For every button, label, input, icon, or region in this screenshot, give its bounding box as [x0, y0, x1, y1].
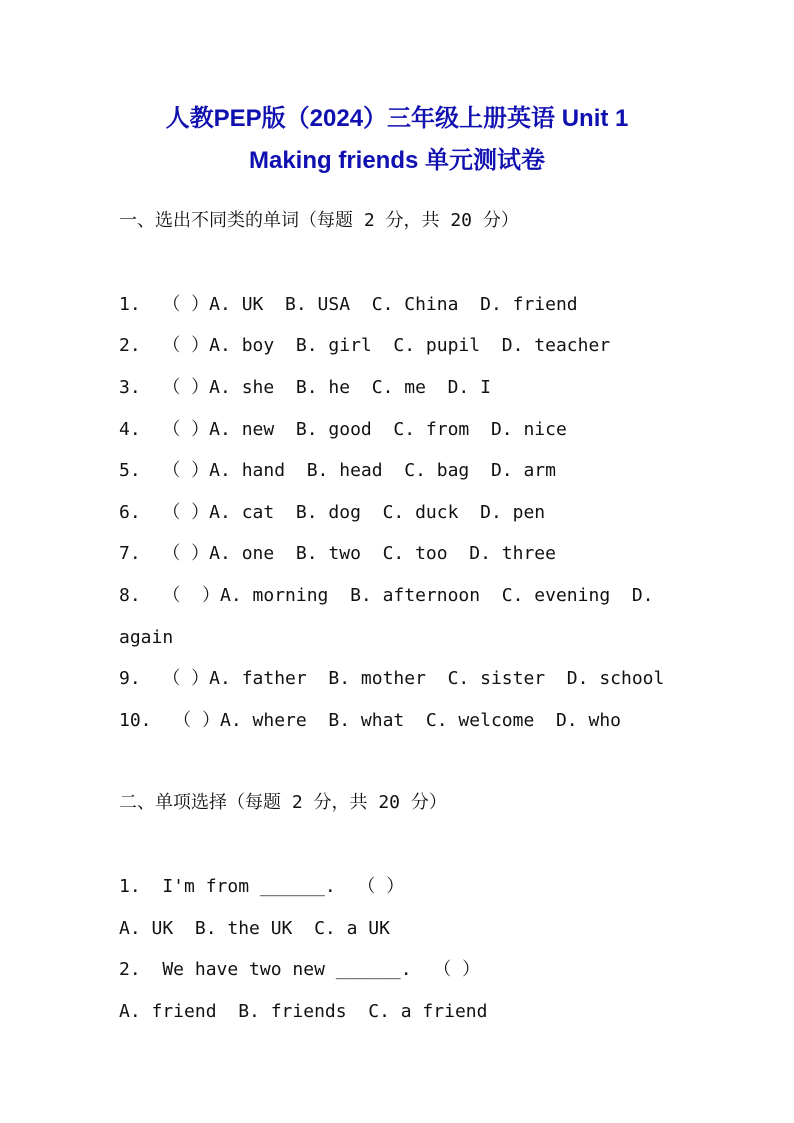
question-stem: 1. I'm from ______. （ ）	[119, 876, 405, 897]
question-stem: 2. We have two new ______. （ ）	[119, 959, 481, 980]
question-options: A. friend B. friends C. a friend	[119, 1001, 488, 1022]
document-title-line2: Making friends 单元测试卷	[248, 147, 546, 174]
document-title-line1: 人教PEP版（2024）三年级上册英语 Unit 1	[165, 105, 629, 132]
question-options: A. UK B. the UK C. a UK	[119, 918, 390, 939]
section2-heading: 二、单项选择（每题 2 分，共 20 分）	[119, 792, 447, 813]
question-item: 5. （ ）A. hand B. head C. bag D. arm	[119, 460, 556, 481]
question-item-continuation: again	[119, 627, 174, 648]
question-item: 4. （ ）A. new B. good C. from D. nice	[119, 419, 567, 440]
question-item: 6. （ ）A. cat B. dog C. duck D. pen	[119, 502, 546, 523]
question-item: 1. （ ）A. UK B. USA C. China D. friend	[119, 294, 578, 315]
section1-heading: 一、选出不同类的单词（每题 2 分，共 20 分）	[119, 210, 519, 231]
question-item: 7. （ ）A. one B. two C. too D. three	[119, 543, 556, 564]
question-item: 8. （ ）A. morning B. afternoon C. evening D.	[119, 585, 654, 606]
question-item: 9. （ ）A. father B. mother C. sister D. school	[119, 668, 665, 689]
question-item: 2. （ ）A. boy B. girl C. pupil D. teacher	[119, 335, 611, 356]
question-item: 3. （ ）A. she B. he C. me D. I	[119, 377, 491, 398]
question-item: 10. （ ）A. where B. what C. welcome D. who	[119, 710, 621, 731]
